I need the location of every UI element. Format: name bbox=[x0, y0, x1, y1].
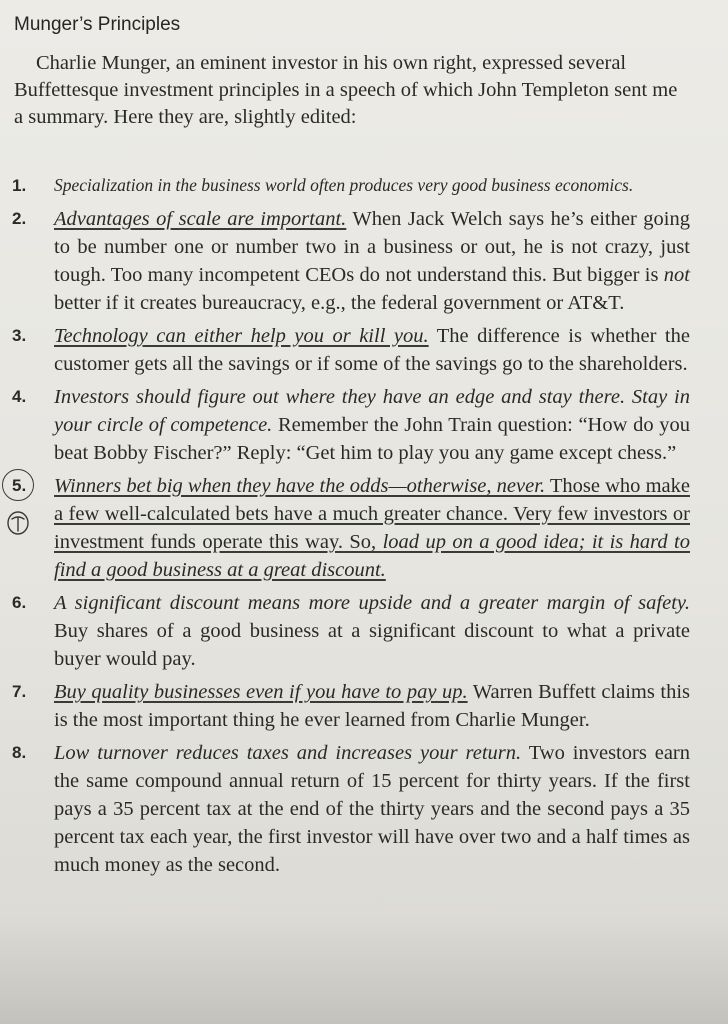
principle-text bbox=[54, 739, 690, 879]
principle-title: Low turnover reduces taxes and increases your return. bbox=[54, 742, 522, 764]
principle-number: 7. bbox=[12, 682, 27, 701]
principle-title: A significant discount means more upside and a greater margin of safety. bbox=[54, 592, 690, 614]
principles-list bbox=[0, 172, 728, 884]
principle-text bbox=[54, 172, 690, 200]
principle-emphasis: load up on a good idea; it is hard to find a good business at a great discount. bbox=[54, 531, 690, 581]
principle-text bbox=[54, 383, 690, 467]
principle-item-1 bbox=[0, 172, 728, 200]
principle-text bbox=[54, 322, 690, 378]
principle-number: 5. bbox=[0, 472, 54, 584]
principle-title: Winners bet big when they have the odds—otherwise, never. bbox=[54, 475, 546, 497]
page-shadow bbox=[0, 914, 728, 1024]
principle-text bbox=[54, 472, 690, 584]
handwritten-circle bbox=[2, 469, 34, 501]
principle-title: Advantages of scale are important. bbox=[54, 208, 347, 230]
emphasis-word: not bbox=[663, 264, 690, 286]
principle-title: Specialization in the business world often produces very good business economics. bbox=[54, 175, 634, 195]
principle-body: Remember the John Train question: “How do you beat Bobby Fischer?” Reply: “Get him to play you any game except chess.” bbox=[54, 414, 690, 464]
principle-text bbox=[54, 205, 690, 317]
principle-body: Buy shares of a good business at a significant discount to what a private buyer would pay. bbox=[54, 620, 690, 670]
principle-number: 1. bbox=[12, 176, 27, 195]
principle-number: 4. bbox=[12, 387, 27, 406]
principle-item-3 bbox=[0, 322, 728, 378]
principle-item-5 bbox=[0, 472, 728, 584]
principle-body: The difference is whether the customer gets all the savings or if some of the savings go to the shareholders. bbox=[54, 325, 690, 375]
principle-number: 6. bbox=[12, 593, 27, 612]
principle-number: 8. bbox=[12, 743, 27, 762]
principle-number: 2. bbox=[12, 209, 27, 228]
section-heading: Munger’s Principles bbox=[14, 14, 181, 35]
intro-paragraph: Charlie Munger, an eminent investor in his own right, expressed several Buffettesque investment principles in a speech of which John Templeton sent me a summary. Here they are, slightly edited: bbox=[14, 52, 678, 128]
principle-item-8 bbox=[0, 739, 728, 879]
principle-body: When Jack Welch says he’s either going to be number one or number two in a business or out, he is not crazy, just tough. Too many incompetent CEOs do not understand this. But bigger is bbox=[54, 208, 690, 286]
principle-body: Warren Buffett claims this is the most important thing he ever learned from Charlie Munger. bbox=[54, 681, 691, 731]
principle-item-6 bbox=[0, 589, 728, 673]
principle-title: Investors should figure out where they have an edge and stay there. Stay in your circle of competence. bbox=[54, 386, 690, 436]
principle-body-end: better if it creates bureaucracy, e.g., the federal government or AT&T. bbox=[54, 292, 625, 314]
principle-number: 3. bbox=[12, 326, 27, 345]
principle-item-7 bbox=[0, 678, 728, 734]
principle-text bbox=[54, 678, 690, 734]
principle-title: Buy quality businesses even if you have to pay up. bbox=[54, 681, 468, 703]
principle-title: Technology can either help you or kill you. bbox=[54, 325, 429, 347]
principle-body: Those who make a few well-calculated bets have a much greater chance. Very few investors or investment funds operate this way. So, bbox=[54, 475, 690, 553]
principle-item-4 bbox=[0, 383, 728, 467]
principle-text bbox=[54, 589, 690, 673]
principle-item-2 bbox=[0, 205, 728, 317]
principle-body: Two investors earn the same compound annual return of 15 percent for thirty years. If the first pays a 35 percent tax at the end of the thirty years and the second pays a 35 percent tax each year, the first investor will have over two and a half times as much money as the second. bbox=[54, 742, 690, 876]
handwritten-margin-mark-icon bbox=[4, 510, 32, 536]
